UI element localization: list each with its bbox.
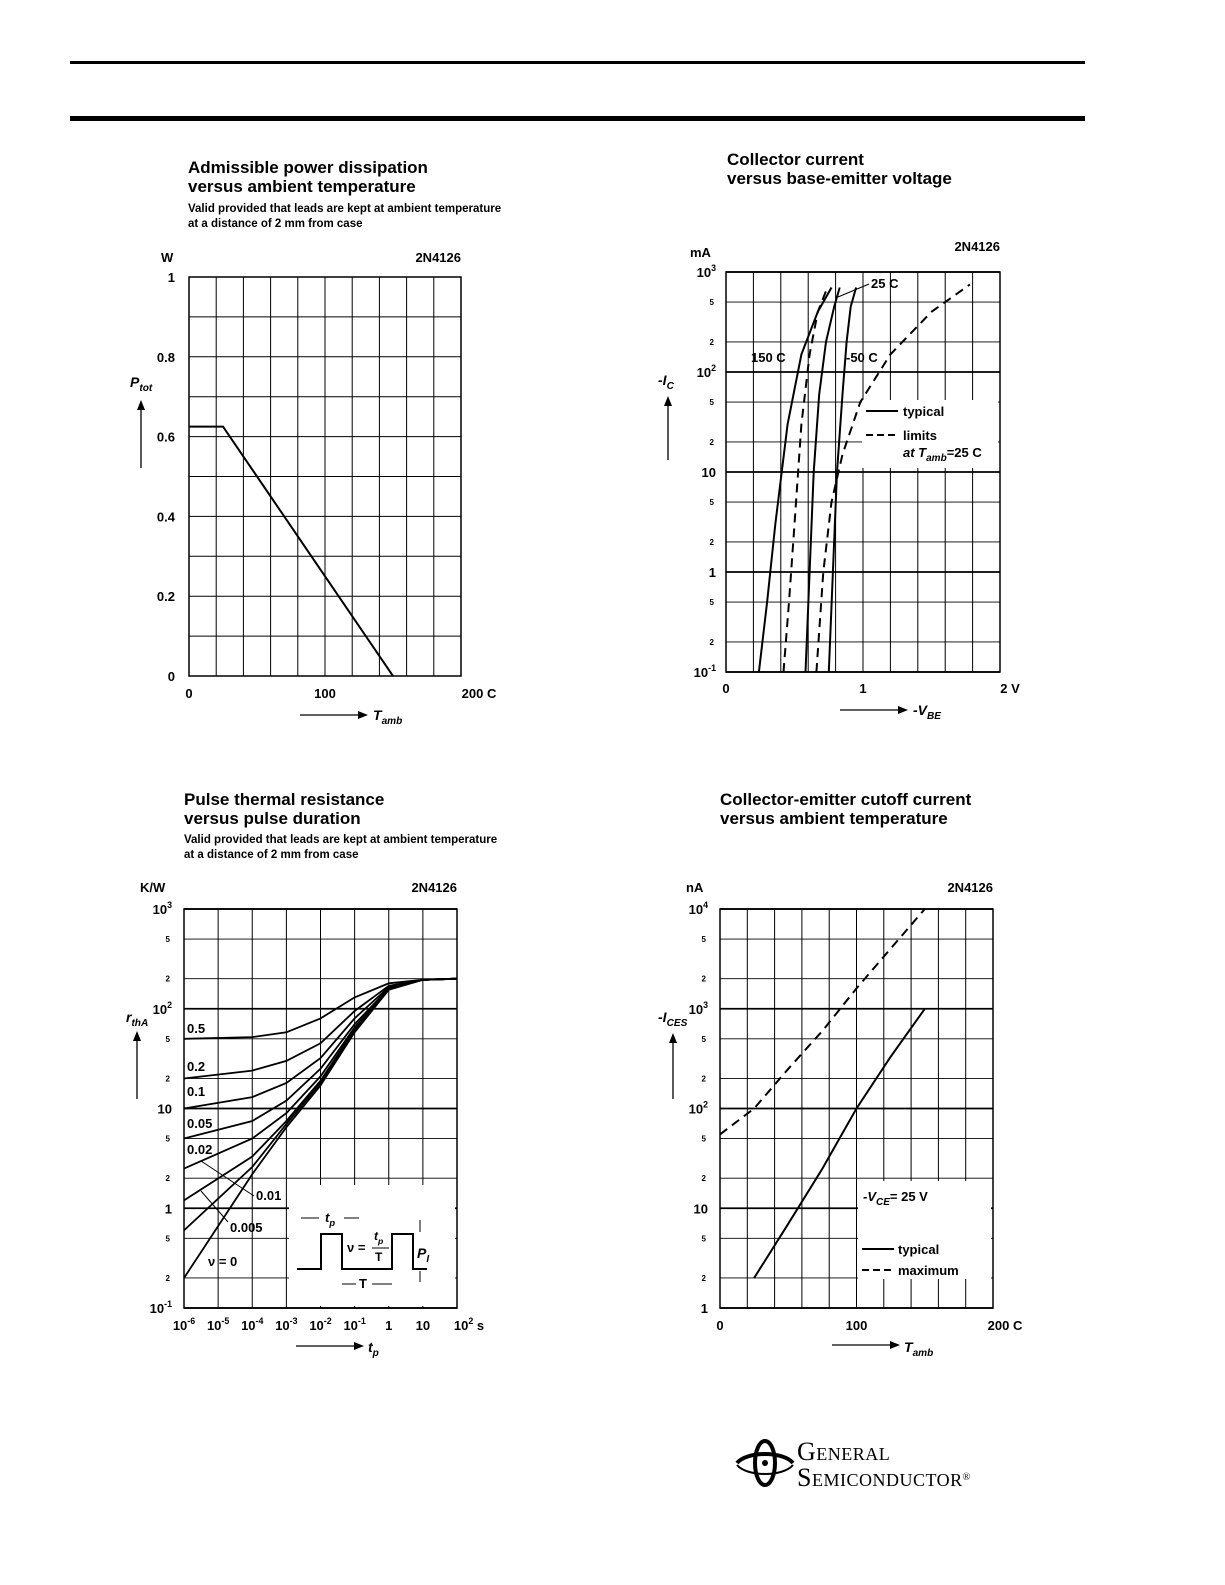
chart3-y-minor-tick-label: 5 [165, 935, 170, 945]
chart4-x-tick-label: 100 [845, 1318, 868, 1333]
chart1-x-tick-label: 100 [314, 686, 336, 701]
gs-logo-icon [735, 1435, 795, 1495]
chart3-x-tick-label: $10^{-1}$ [343, 1316, 366, 1333]
chart3-inset-formula-den: T [375, 1250, 383, 1264]
chart1-series-line [189, 427, 393, 676]
chart3-curve-label: 0.02 [187, 1142, 213, 1157]
chart4-y-axis-label: $-I_{CES}$ [658, 1009, 688, 1029]
chart2-title-line1: Collector current [727, 150, 864, 169]
chart1-y-tick-label: 0.8 [156, 349, 175, 365]
chart2-annotation-neg50c: -50 C [846, 350, 878, 365]
chart2-device-label: 2N4126 [954, 239, 1000, 254]
chart2-x-tick-label: 2 V [1000, 681, 1020, 696]
chart2-title-line2: versus base-emitter voltage [727, 169, 952, 188]
chart2-y-axis-label: $-I_C$ [658, 372, 674, 392]
chart2-annotation-150c: 150 C [751, 350, 786, 365]
chart1-x-axis-label: $T_{amb}$ [373, 707, 403, 727]
chart1-y-tick-label: 0 [167, 669, 175, 684]
chart4-y-minor-tick-label: 5 [701, 1234, 706, 1244]
chart3-y-tick-label: $10^3$ [152, 900, 172, 917]
chart3-y-minor-tick-label: 2 [165, 1074, 170, 1084]
chart2-y-tick-label: 1 [708, 565, 716, 580]
chart4-y-minor-tick-label: 2 [701, 1174, 706, 1184]
chart4-series-line [720, 909, 925, 1134]
chart2-y-minor-tick-label: 5 [709, 298, 714, 308]
chart3-x-tick-label: $10^{-2}$ [309, 1316, 332, 1333]
chart2-y-minor-tick-label: 2 [709, 537, 714, 547]
chart3-curve-label: 0.1 [187, 1084, 206, 1099]
chart4-legend-maximum: maximum [898, 1263, 959, 1278]
chart1-y-axis-label: $P_{tot}$ [130, 374, 153, 394]
chart2-x-arrow-head [898, 706, 908, 714]
logo-line1: General [797, 1437, 891, 1466]
chart3-note-line2: at a distance of 2 mm from case [184, 849, 359, 861]
chart3-x-tick-label: $10^{-4}$ [241, 1316, 264, 1333]
chart3-curve-label: 0.05 [187, 1116, 213, 1131]
chart3-y-minor-tick-label: 2 [165, 1174, 170, 1184]
chart3-curve-label: ν = 0 [208, 1254, 238, 1269]
chart4-y-minor-tick-label: 5 [701, 1134, 706, 1144]
chart3-curve-label: 0.5 [187, 1021, 206, 1036]
chart1-y-tick-label: 0.6 [156, 429, 175, 445]
chart3-inset-formula-num: $t_p$ [374, 1229, 384, 1246]
logo-line2 [797, 1465, 971, 1491]
chart2-y-minor-tick-label: 2 [709, 437, 714, 447]
chart1-x-tick-label: 0 [185, 686, 193, 701]
chart3-y-tick-label: 1 [164, 1201, 172, 1217]
chart3-curve-label-leader [201, 1191, 228, 1222]
chart4-y-tick-label: 10 [693, 1201, 708, 1217]
chart3-y-tick-label: 10 [157, 1101, 172, 1117]
chart1-x-tick-label: 200 C [461, 686, 497, 701]
chart3-x-tick-label: $10^{-6}$ [172, 1316, 196, 1333]
chart3-y-minor-tick-label: 2 [165, 974, 170, 984]
chart2-legend-condition: at $T_{amb}=25$ C [903, 445, 982, 464]
chart4-x-axis-label: $T_{amb}$ [904, 1339, 934, 1359]
chart3-x-tick-label: $10^2$ s [453, 1316, 485, 1333]
chart4-y-tick-label: 1 [700, 1301, 708, 1316]
chart2-x-axis-label: $-V_{BE}$ [913, 702, 942, 722]
chart2-y-unit: mA [690, 245, 711, 260]
chart1-y-tick-label: 1 [167, 270, 175, 285]
chart1-y-tick-label: 0.2 [156, 589, 175, 605]
chart4-x-arrow-head [890, 1341, 900, 1349]
chart3-x-arrow-head [354, 1342, 364, 1350]
chart3-note-line1: Valid provided that leads are kept at ambient temperature [184, 834, 498, 846]
chart4-x-tick-label: 200 C [987, 1318, 1023, 1333]
chart1-y-unit: W [161, 250, 174, 265]
general-semiconductor-logo [735, 1435, 1035, 1495]
chart3-inset-P-label: $P_I$ [417, 1245, 430, 1265]
chart2-y-minor-tick-label: 2 [709, 637, 714, 647]
chart4-y-minor-tick-label: 2 [701, 1273, 706, 1283]
chart2-y-tick-label: $10^{-1}$ [693, 663, 716, 680]
chart3-x-tick-label: 1 [385, 1318, 393, 1333]
chart1-title-line1: Admissible power dissipation [188, 158, 428, 177]
chart3-x-tick-label: 10 [415, 1318, 431, 1333]
chart3-curve-label: 0.01 [256, 1188, 282, 1203]
chart4-device-label: 2N4126 [947, 880, 993, 895]
chart4-y-tick-label: $10^3$ [688, 999, 708, 1017]
chart3-y-axis-label: $r_{thA}$ [126, 1009, 149, 1029]
chart2-annotation-25c: 25 C [871, 276, 899, 291]
logo-line2-text: Semiconductor [797, 1463, 963, 1492]
chart2-y-minor-tick-label: 5 [709, 498, 714, 508]
chart4-condition-label: $-V_{CE}= 25$ V [863, 1189, 928, 1208]
chart4-y-minor-tick-label: 5 [701, 935, 706, 945]
chart3-y-minor-tick-label: 5 [165, 1234, 170, 1244]
chart2-series-line [829, 288, 856, 673]
chart4-y-tick-label: $10^2$ [688, 1099, 708, 1117]
chart3-device-label: 2N4126 [411, 880, 457, 895]
chart4-y-arrow-head [669, 1033, 677, 1043]
chart4-y-unit: nA [686, 880, 704, 895]
chart1-note-line2: at a distance of 2 mm from case [188, 218, 363, 230]
chart4-y-minor-tick-label: 2 [701, 1074, 706, 1084]
chart3-curve-label: 0.2 [187, 1059, 206, 1074]
chart3-y-minor-tick-label: 5 [165, 1134, 170, 1144]
chart2-series-line [806, 288, 840, 673]
chart3-y-tick-label: $10^2$ [152, 999, 172, 1017]
chart3-inset-bg [289, 1185, 455, 1306]
chart2-legend-limits: limits [903, 428, 937, 443]
chart3-title-line2: versus pulse duration [184, 809, 361, 828]
chart2-series-line [816, 285, 970, 673]
chart3-y-minor-tick-label: 5 [165, 1034, 170, 1044]
chart1-y-arrow-head [137, 400, 145, 410]
chart1-note-line1: Valid provided that leads are kept at ambient temperature [188, 203, 502, 215]
chart2-y-minor-tick-label: 5 [709, 398, 714, 408]
chart3-y-tick-label: $10^{-1}$ [149, 1299, 172, 1316]
chart3-title-line1: Pulse thermal resistance [184, 790, 385, 809]
chart2-series-line [759, 288, 832, 673]
chart1-device-label: 2N4126 [415, 250, 461, 265]
chart2-y-minor-tick-label: 5 [709, 598, 714, 608]
chart1-title-line2: versus ambient temperature [188, 177, 416, 196]
chart4-y-minor-tick-label: 5 [701, 1034, 706, 1044]
chart3-y-arrow-head [133, 1031, 141, 1041]
chart3-inset-T-label: T [359, 1276, 367, 1291]
chart3-x-tick-label: $10^{-5}$ [206, 1316, 230, 1333]
chart2-x-tick-label: 0 [722, 681, 730, 696]
chart4-title-line1: Collector-emitter cutoff current [720, 790, 972, 809]
chart3-x-axis-label: $t_p$ [368, 1339, 379, 1359]
chart4-title-line2: versus ambient temperature [720, 809, 948, 828]
chart3-y-unit: K/W [140, 880, 166, 895]
chart3-inset-formula: ν = [347, 1240, 366, 1255]
chart3-x-tick-label: $10^{-3}$ [275, 1316, 298, 1333]
chart3-curve-label: 0.005 [230, 1220, 263, 1235]
registered-mark: ® [962, 1472, 971, 1483]
chart1-y-tick-label: 0.4 [156, 509, 175, 525]
chart2-y-minor-tick-label: 2 [709, 337, 714, 347]
chart2-y-tick-label: 10 [701, 465, 716, 480]
chart4-x-tick-label: 0 [716, 1318, 724, 1333]
chart2-y-tick-label: $10^2$ [696, 363, 716, 380]
chart1-x-arrow-head [358, 711, 368, 719]
chart4-legend-typical: typical [898, 1242, 940, 1257]
chart2-x-tick-label: 1 [859, 681, 867, 696]
chart4-y-minor-tick-label: 2 [701, 974, 706, 984]
chart2-y-arrow-head [664, 396, 672, 406]
chart2-y-tick-label: $10^3$ [696, 263, 716, 280]
chart3-y-minor-tick-label: 2 [165, 1273, 170, 1283]
chart2-legend-typical: typical [903, 404, 945, 419]
chart4-y-tick-label: $10^4$ [688, 900, 708, 917]
chart3-inset-tp-label: $t_p$ [325, 1210, 336, 1228]
